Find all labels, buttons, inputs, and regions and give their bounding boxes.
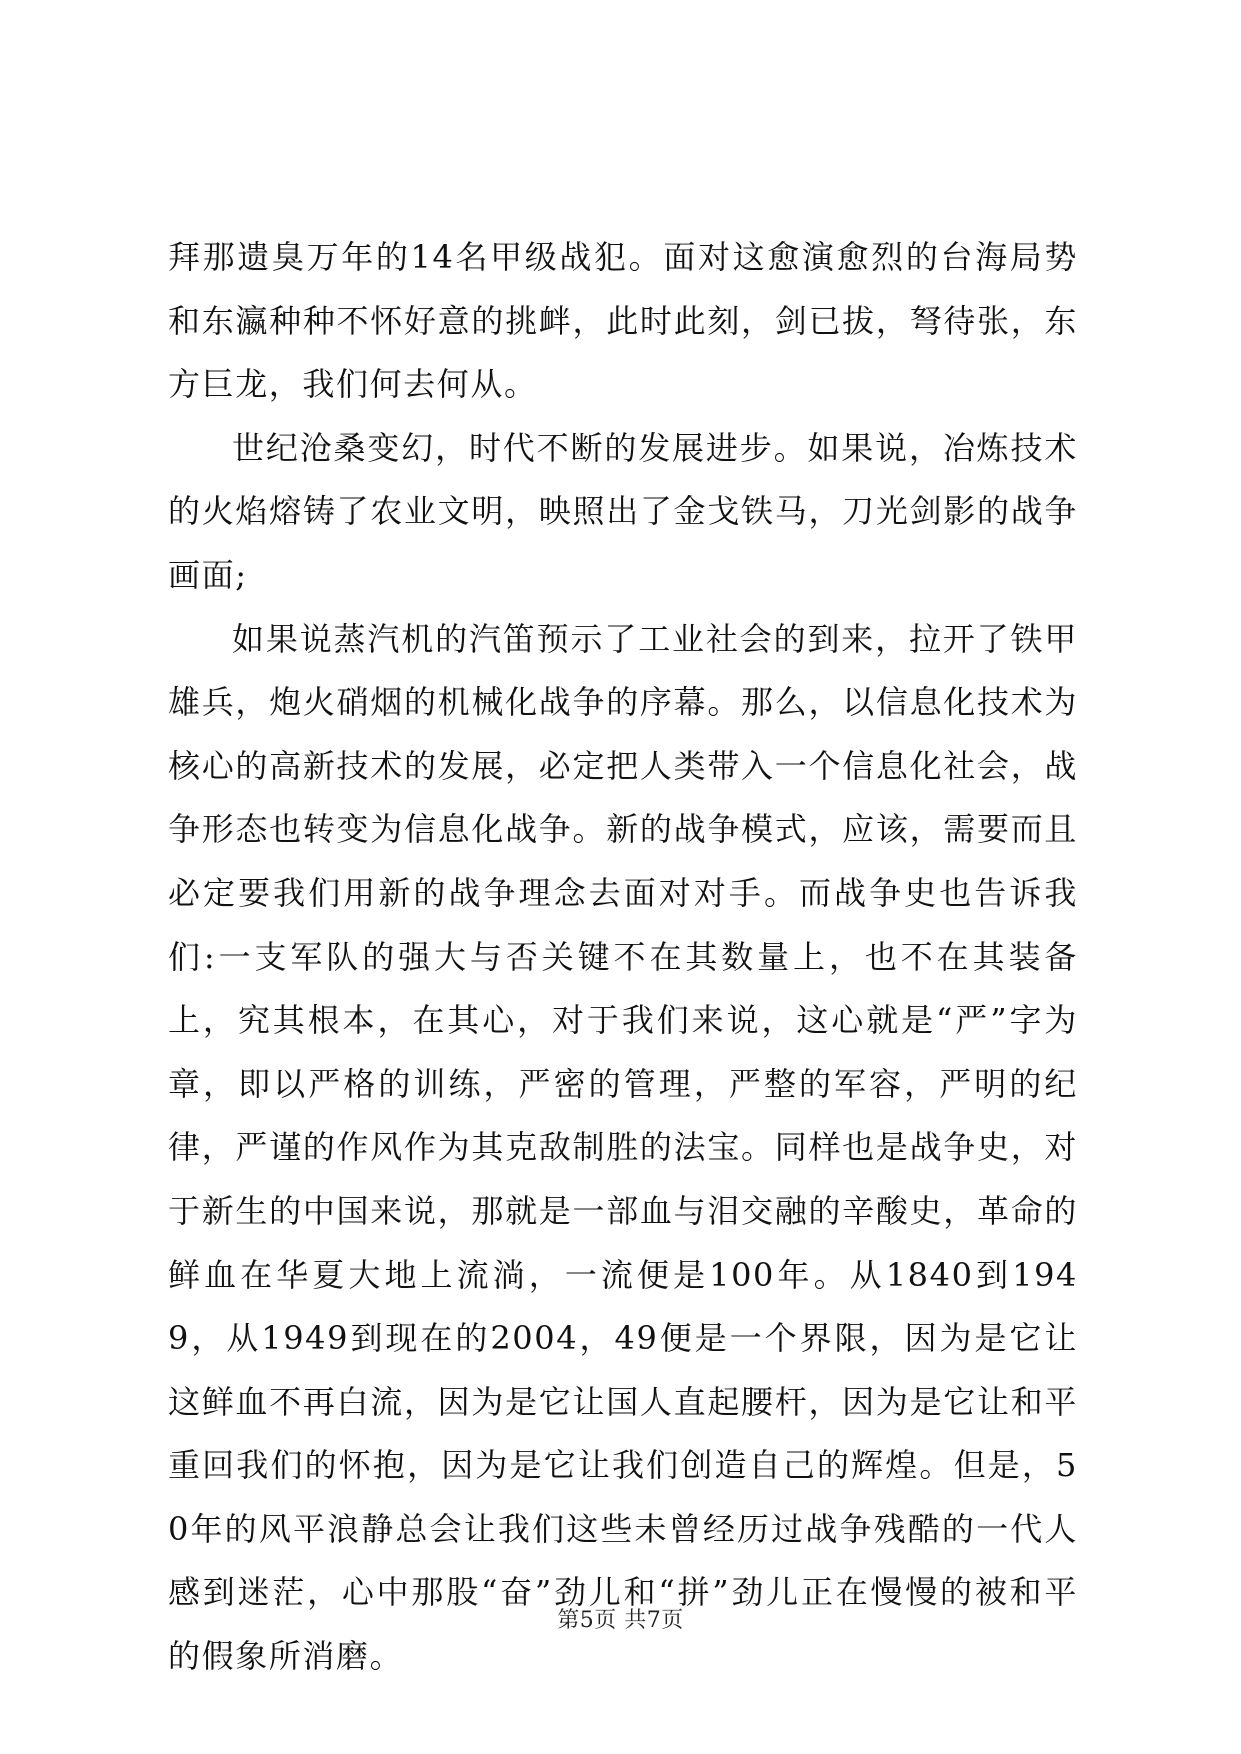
paragraph-2: 世纪沧桑变幻，时代不断的发展进步。如果说，冶炼技术的火焰熔铸了农业文明，映照出了金戈铁马，刀光剑影的战争画面; — [168, 428, 1078, 594]
paragraph-3: 如果说蒸汽机的汽笛预示了工业社会的到来，拉开了铁甲雄兵，炮火硝烟的机械化战争的序幕。那么，以信息化技术为核心的高新技术的发展，必定把人类带入一个信息化社会，战争形态也转变为信息化战争。新的战争模式，应该，需要而且必定要我们用新的战争理念去面对对手。而战争史也告诉我们:一支军队的强大与否关键不在其数量上，也不在其装备上，究其根本，在其心，对于我们来说，这心就是“严”字为章，即以严格的训练，严密的管理，严整的军容，严明的纪律，严谨的作风作为其克敌制胜的法宝。同样也是战争史，对于新生的中国来说，那就是一部血与泪交融的辛酸史，革命的鲜血在华夏大地上流淌，一流便是100年。从1840到1949，从1949到现在的2004，49便是一个界限，因为是它让这鲜血不再白流，因为是它让国人直起腰杆，因为是它让和平重回我们的怀抱，因为是它让我们创造自己的辉煌。但是，50年的风平浪静总会让我们这些未曾经历过战争残酷的一代人感到迷茫，心中那股“奋”劲儿和“拼”劲儿正在慢慢的被和平的假象所消磨。 — [168, 619, 1078, 1676]
document-body — [168, 226, 1078, 1689]
page-number-footer: 第5页 共7页 — [557, 1608, 684, 1633]
paragraph-1: 拜那遗臭万年的14名甲级战犯。面对这愈演愈烈的台海局势和东瀛种种不怀好意的挑衅，此时此刻，剑已拔，弩待张，东方巨龙，我们何去何从。 — [168, 238, 1078, 404]
